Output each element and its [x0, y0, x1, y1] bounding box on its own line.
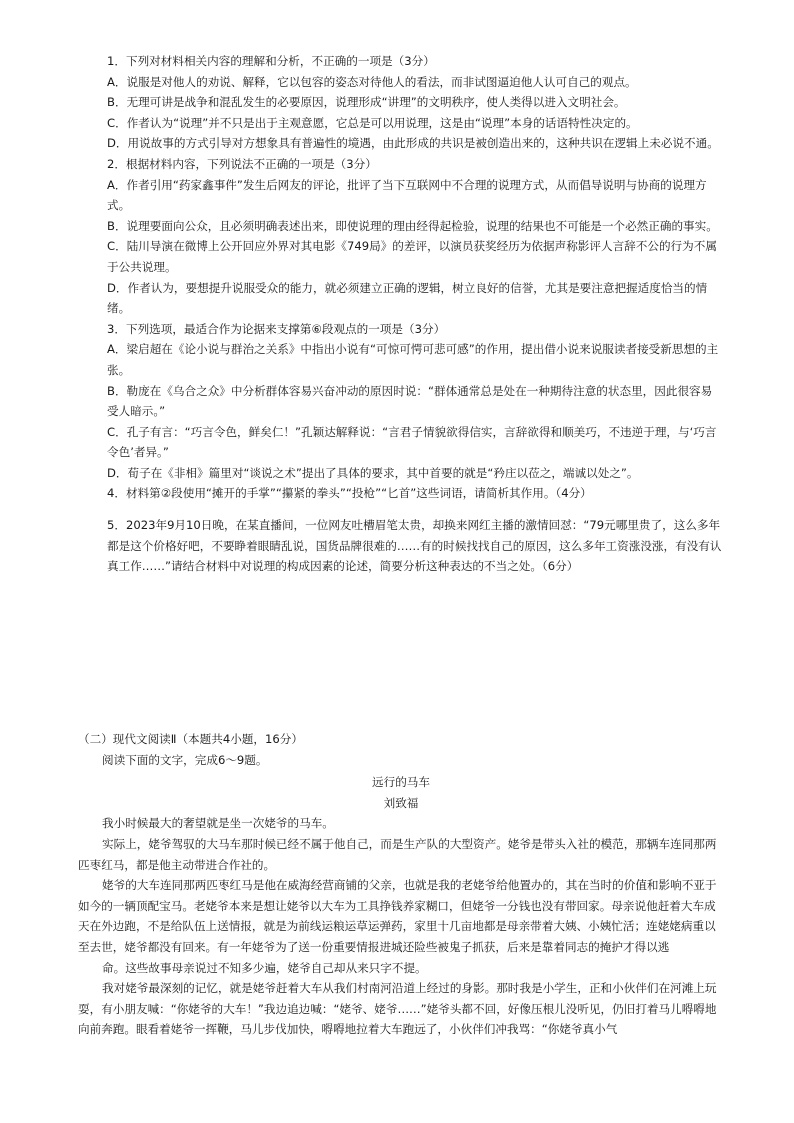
question-3-option-b: B．勒庞在《乌合之众》中分析群体容易兴奋冲动的原因时说：“群体通常总是处在一种期待注意的状态里，因此很容易受人暗示。” [107, 383, 713, 419]
article-paragraph-4: 我对姥爷最深刻的记忆，就是姥爷赶着大车从我们村南河沿道上经过的身影。那时我是小学生，正和小伙伴们在河滩上玩耍，有小朋友喊：“你姥爷的大车！”我边追边喊：“姥爷、姥爷……”姥爷头都不回，好像压根儿没听见，仍旧打着马儿嘚嘚地向前奔跑。眼看着姥爷一挥鞭，马儿步伐加快，嘚嘚地拉着大车跑远了，小伙伴们冲我骂：“你姥爷真小气 [78, 981, 717, 1037]
article-author: 刘致福 [383, 795, 419, 810]
question-1-option-c: C．作者认为“说理”并不只是出于主观意愿，它总是可以用说理，这是由“说理”本身的话语特性决定的。 [107, 115, 638, 130]
article-title: 远行的马车 [372, 775, 430, 790]
question-2-option-c: C．陆川导演在微博上公开回应外界对其电影《749局》的差评，以演员获奖经历为依据声称影评人言辞不公的行为不属于公共说理。 [107, 239, 717, 274]
article-paragraph-3: 姥爷的大车连同那两匹枣红马是他在威海经营商铺的父亲，也就是我的老姥爷给他置办的，其在当时的价值和影响不亚于如今的一辆顶配宝马。老姥爷本来是想让姥爷以大车为工具挣钱养家糊口，但姥爷一分钱也没有带回家。母亲说他赶着大车成天在外边跑，不是给队伍上送情报，就是为前线运粮运草运弹药，家里十几亩地都是母亲带着大姨、小姨忙活；连姥姥病重以至去世，姥爷都没有回来。有一年姥爷为了送一份重要情报进城还险些被鬼子抓获，后来是靠着同志的掩护才得以逃 [78, 878, 717, 954]
question-2-option-a: A．作者引用“药家鑫事件”发生后网友的评论，批评了当下互联网中不合理的说理方式，从而倡导说明与协商的说理方式。 [107, 177, 707, 213]
question-3-option-d: D．荀子在《非相》篇里对“谈说之术”提出了具体的要求，其中首要的就是“矜庄以莅之，端诚以处之”。 [107, 465, 639, 480]
question-1-option-a: A．说服是对他人的劝说、解释，它以包容的姿态对待他人的看法，而非试图逼迫他人认可自己的观点。 [107, 74, 637, 89]
question-3-option-c: C．孔子有言：“巧言令色，鲜矣仁！”孔颖达解释说：“言君子情貌欲得信实，言辞欲得和顺美巧，不违逆于理，与‘巧言令色’者异。” [107, 424, 717, 460]
article-paragraph-3-continued: 命。这些故事母亲说过不知多少遍，姥爷自己却从来只字不提。 [102, 960, 427, 975]
question-2-stem: 2．根据材料内容，下列说法不正确的一项是（3分） [107, 156, 377, 171]
question-1-stem: 1．下列对材料相关内容的理解和分析，不正确的一项是（3分） [107, 54, 435, 68]
article-paragraph-1: 我小时候最大的奢望就是坐一次姥爷的马车。 [102, 816, 334, 831]
section-header: （二）现代文阅读Ⅱ（本题共4小题，16分） [78, 732, 303, 746]
reading-section [78, 729, 724, 1040]
question-1-option-d: D．用说故事的方式引导对方想象具有普遍性的境遇，由此形成的共识是被创造出来的，这种共识在逻辑上未必说不通。 [107, 136, 719, 151]
question-1-option-b: B．无理可讲是战争和混乱发生的必要原因，说理形成“讲理”的文明秩序，使人类得以进入文明社会。 [107, 95, 626, 110]
question-3-option-a: A．梁启超在《论小说与群治之关系》中指出小说有“可惊可愕可悲可感”的作用，提出借小说来说服读者接受新思想的主张。 [107, 342, 719, 377]
question-2-option-b: B．说理要面向公众，且必须明确表述出来，即使说理的理由经得起检验，说理的结果也不可能是一个必然正确的事实。 [107, 218, 718, 233]
question-4: 4．材料第②段使用“摊开的手掌”“攥紧的拳头”“投枪”“匕首”这些词语，请简析其作用。（4分） [107, 486, 592, 501]
question-2-option-d: D．作者认为，要想提升说服受众的能力，就必须建立正确的逻辑，树立良好的信誉，尤其是要注意把握适度恰当的情绪。 [107, 280, 708, 316]
article-paragraph-2: 实际上，姥爷驾驭的大马车那时候已经不属于他自己，而是生产队的大型资产。姥爷是带头入社的模范，那辆车连同那两匹枣红马，都是他主动带进合作社的。 [78, 836, 717, 872]
question-3-stem: 3．下列选项，最适合作为论据来支撑第⑥段观点的一项是（3分） [107, 321, 446, 336]
questions-section [103, 51, 723, 577]
question-5: 5．2023年9月10日晚，在某直播间，一位网友吐槽眉笔太贵，却换来网红主播的激情回怼：“79元哪里贵了，这么多年都是这个价格好吧，不要睁着眼睛乱说，国货品牌很难的……有的时候找找自己的原因，这么多年工资涨没涨，有没有认真工作……”请结合材料中对说理的构成因素的论述，简要分析这种表达的不当之处。（6分） [107, 518, 722, 574]
reading-instruction: 阅读下面的文字，完成6～9题。 [102, 752, 268, 767]
